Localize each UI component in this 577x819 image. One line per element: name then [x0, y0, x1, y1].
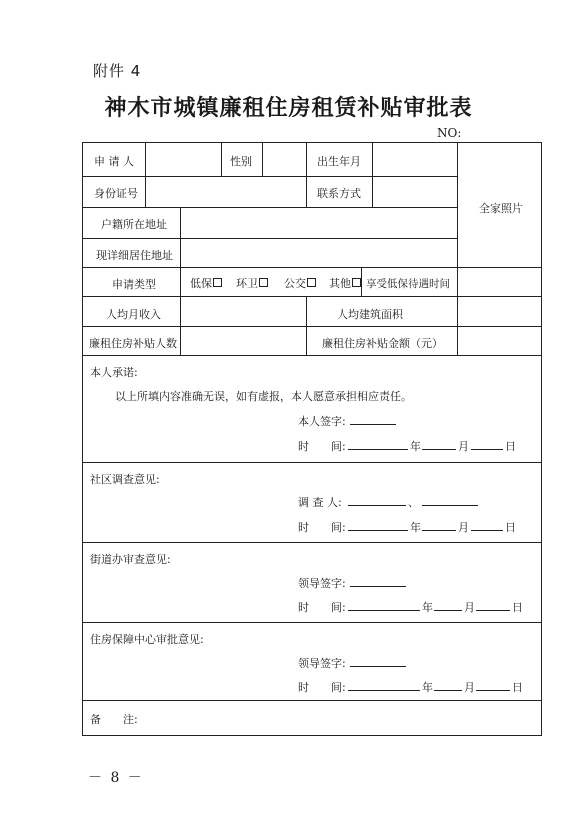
- pledge-month-label: 月: [458, 440, 469, 453]
- type-option-gongjiao[interactable]: [284, 275, 316, 291]
- street-month-line[interactable]: [434, 600, 462, 611]
- type-option-huanwei[interactable]: [236, 275, 268, 291]
- pledge-signature-line[interactable]: [350, 414, 396, 425]
- community-heading: 社区调查意见:: [90, 473, 160, 486]
- section-divider: [82, 622, 542, 623]
- column-divider: [180, 207, 181, 355]
- applicant-name-label: 申 请 人: [94, 155, 134, 168]
- row-divider: [82, 267, 542, 268]
- section-divider: [82, 542, 542, 543]
- subsidy-people-label: 廉租住房补贴人数: [89, 337, 177, 350]
- row-divider: [82, 296, 542, 297]
- checkbox-icon[interactable]: [352, 278, 361, 287]
- street-day-line[interactable]: [476, 600, 510, 611]
- street-office-heading: 街道办审查意见:: [90, 553, 171, 566]
- street-month-label: 月: [464, 601, 475, 614]
- investigator-line-2[interactable]: [422, 495, 478, 506]
- pledge-year-line[interactable]: [348, 439, 408, 450]
- center-month-label: 月: [464, 681, 475, 694]
- row-divider: [82, 238, 457, 239]
- center-time-label: 时 间:: [298, 681, 346, 694]
- community-year-label: 年: [410, 521, 421, 534]
- checkbox-icon[interactable]: [259, 278, 268, 287]
- form-number-label: NO:: [437, 126, 462, 140]
- remarks-label: 备 注:: [90, 713, 138, 726]
- community-month-line[interactable]: [422, 520, 456, 531]
- center-day-line[interactable]: [476, 680, 510, 691]
- column-divider: [372, 142, 373, 207]
- investigator-label: 调 查 人:: [298, 496, 342, 509]
- row-divider: [82, 326, 542, 327]
- hukou-address-label: 户籍所在地址: [101, 218, 167, 231]
- form-title: 神木市城镇廉租住房租赁补贴审批表: [104, 95, 473, 121]
- annex-label: 附件 4: [93, 62, 142, 80]
- street-year-label: 年: [422, 601, 433, 614]
- residence-address-label: 现详细居住地址: [96, 249, 173, 262]
- column-divider: [306, 296, 307, 355]
- column-divider: [262, 142, 263, 176]
- column-divider: [457, 142, 458, 355]
- subsidy-amount-label: 廉租住房补贴金额（元）: [322, 337, 443, 350]
- page-number: － 8 －: [88, 770, 144, 786]
- street-leader-label: 领导签字:: [298, 577, 346, 590]
- birth-date-label: 出生年月: [317, 155, 361, 168]
- type-option-label: 公交: [284, 277, 306, 290]
- community-time-label: 时 间:: [298, 521, 346, 534]
- type-option-label: 其他: [329, 277, 351, 290]
- row-divider: [82, 355, 542, 356]
- type-option-label: 低保: [190, 277, 212, 290]
- checkbox-icon[interactable]: [213, 278, 222, 287]
- pledge-time-label: 时 间:: [298, 440, 346, 453]
- column-divider: [221, 142, 222, 176]
- street-year-line[interactable]: [348, 600, 420, 611]
- center-year-line[interactable]: [348, 680, 420, 691]
- center-year-label: 年: [422, 681, 433, 694]
- pledge-heading: 本人承诺:: [90, 366, 138, 379]
- id-number-label: 身份证号: [94, 187, 138, 200]
- column-divider: [306, 142, 307, 207]
- community-day-line[interactable]: [471, 520, 503, 531]
- application-type-label: 申请类型: [112, 278, 156, 291]
- center-month-line[interactable]: [434, 680, 462, 691]
- street-leader-line[interactable]: [350, 576, 406, 587]
- type-option-dibao[interactable]: [190, 275, 222, 291]
- family-photo-label: 全家照片: [479, 202, 523, 215]
- pledge-statement: 以上所填内容准确无误，如有虚报，本人愿意承担相应责任。: [115, 390, 412, 403]
- pledge-year-label: 年: [410, 440, 421, 453]
- section-divider: [82, 462, 542, 463]
- gender-label: 性别: [230, 155, 252, 168]
- investigator-line-1[interactable]: [348, 495, 406, 506]
- building-area-label: 人均建筑面积: [337, 308, 403, 321]
- type-option-other[interactable]: [329, 275, 361, 291]
- pledge-day-label: 日: [505, 440, 516, 453]
- row-divider: [82, 207, 457, 208]
- center-leader-label: 领导签字:: [298, 657, 346, 670]
- housing-center-heading: 住房保障中心审批意见:: [90, 633, 204, 646]
- center-day-label: 日: [512, 681, 523, 694]
- benefit-period-label: 享受低保待遇时间: [366, 278, 450, 290]
- street-day-label: 日: [512, 601, 523, 614]
- checkbox-icon[interactable]: [307, 278, 316, 287]
- column-divider: [361, 267, 362, 296]
- center-leader-line[interactable]: [350, 656, 406, 667]
- street-time-label: 时 间:: [298, 601, 346, 614]
- monthly-income-label: 人均月收入: [106, 308, 161, 321]
- investigator-separator: 、: [408, 496, 419, 509]
- contact-label: 联系方式: [317, 187, 361, 200]
- section-divider: [82, 700, 542, 701]
- community-day-label: 日: [505, 521, 516, 534]
- type-option-label: 环卫: [236, 277, 258, 290]
- pledge-signature-label: 本人签字:: [298, 415, 346, 428]
- pledge-month-line[interactable]: [422, 439, 456, 450]
- community-month-label: 月: [458, 521, 469, 534]
- column-divider: [145, 142, 146, 207]
- pledge-day-line[interactable]: [471, 439, 503, 450]
- row-divider: [82, 176, 457, 177]
- community-year-line[interactable]: [348, 520, 408, 531]
